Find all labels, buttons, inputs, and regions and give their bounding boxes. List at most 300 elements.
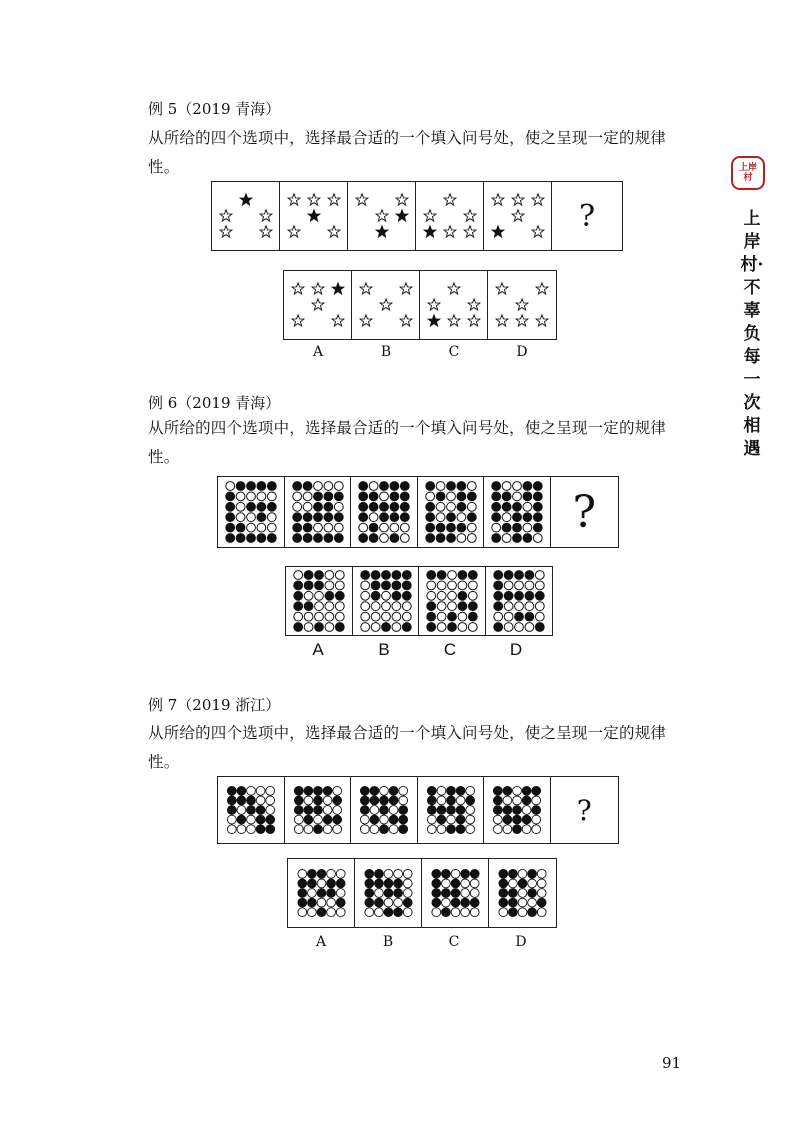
black-dot <box>493 571 502 580</box>
black-dot <box>369 492 378 501</box>
black-dot <box>380 796 389 805</box>
black-dot <box>257 502 266 511</box>
example6-stem-row <box>217 476 619 548</box>
white-dot <box>380 815 389 824</box>
white-dot <box>380 492 389 501</box>
black-dot <box>451 889 460 898</box>
white-dot <box>371 602 380 611</box>
black-dot <box>294 602 303 611</box>
hollow-star-icon <box>220 210 232 221</box>
white-dot <box>369 513 378 522</box>
white-dot <box>335 612 344 621</box>
black-dot <box>292 482 301 491</box>
white-dot <box>537 879 546 888</box>
white-dot <box>523 825 532 834</box>
example6-stem-cell <box>418 477 485 547</box>
hollow-star-icon <box>532 226 544 237</box>
hollow-star-icon <box>380 299 392 310</box>
white-dot <box>528 879 537 888</box>
white-dot <box>442 898 451 907</box>
white-dot <box>442 879 451 888</box>
white-dot <box>371 612 380 621</box>
white-dot <box>504 602 513 611</box>
hollow-star-icon <box>292 283 304 294</box>
black-dot <box>401 482 410 491</box>
white-dot <box>532 825 541 834</box>
black-dot <box>313 806 322 815</box>
white-dot <box>390 523 399 532</box>
black-dot <box>504 571 513 580</box>
black-dot <box>466 796 475 805</box>
white-dot <box>427 815 436 824</box>
black-dot <box>359 513 368 522</box>
black-dot <box>370 796 379 805</box>
white-dot <box>523 502 532 511</box>
black-dot <box>292 523 301 532</box>
black-dot <box>375 898 384 907</box>
white-dot <box>292 492 301 501</box>
black-dot <box>403 898 412 907</box>
white-dot <box>461 889 470 898</box>
white-dot <box>257 523 266 532</box>
question-mark-cell <box>551 477 618 547</box>
white-dot <box>446 815 455 824</box>
option-label-c: C <box>443 640 457 659</box>
dot-grid <box>489 859 556 927</box>
white-dot <box>371 623 380 632</box>
black-dot <box>384 908 393 917</box>
white-dot <box>466 825 475 834</box>
hollow-star-icon <box>444 226 456 237</box>
black-dot <box>446 482 455 491</box>
black-dot <box>525 612 534 621</box>
black-dot <box>494 806 503 815</box>
hollow-star-icon <box>516 299 528 310</box>
black-dot <box>499 898 508 907</box>
black-dot <box>292 534 301 543</box>
black-dot <box>361 786 370 795</box>
hollow-star-icon <box>464 226 476 237</box>
black-dot <box>308 898 317 907</box>
white-dot <box>525 623 534 632</box>
black-dot <box>371 581 380 590</box>
example7-stem-cell <box>218 777 285 843</box>
black-dot <box>384 889 393 898</box>
star-figure <box>348 182 416 250</box>
black-dot <box>432 889 441 898</box>
white-dot <box>315 591 324 600</box>
black-dot <box>381 581 390 590</box>
white-dot <box>427 591 436 600</box>
black-dot <box>380 806 389 815</box>
white-dot <box>437 623 446 632</box>
black-dot <box>457 502 466 511</box>
option-label-c: C <box>448 934 460 950</box>
black-dot <box>390 534 399 543</box>
hollow-star-icon <box>512 210 524 221</box>
black-dot <box>381 571 390 580</box>
black-dot <box>324 502 333 511</box>
example6-option-cell <box>286 567 353 635</box>
white-dot <box>525 581 534 590</box>
black-dot <box>456 825 465 834</box>
white-dot <box>437 602 446 611</box>
black-dot <box>365 889 374 898</box>
white-dot <box>236 492 245 501</box>
white-dot <box>332 786 341 795</box>
black-dot <box>446 825 455 834</box>
black-dot <box>375 879 384 888</box>
white-dot <box>292 502 301 511</box>
white-dot <box>247 523 256 532</box>
black-dot <box>513 825 522 834</box>
black-dot <box>456 806 465 815</box>
white-dot <box>426 492 435 501</box>
white-dot <box>389 806 398 815</box>
white-dot <box>266 806 275 815</box>
black-dot <box>380 502 389 511</box>
white-dot <box>457 534 466 543</box>
hollow-star-icon <box>448 315 460 326</box>
black-dot <box>528 889 537 898</box>
black-dot <box>399 806 408 815</box>
white-dot <box>534 534 543 543</box>
example7-question: 从所给的四个选项中，选择最合适的一个填入问号处，使之呈现一定的规律性。 <box>148 724 667 771</box>
white-dot <box>370 825 379 834</box>
filled-star-icon <box>396 210 408 221</box>
hollow-star-icon <box>220 226 232 237</box>
white-dot <box>360 623 369 632</box>
black-dot <box>361 796 370 805</box>
white-dot <box>256 786 265 795</box>
dot-grid <box>486 567 552 635</box>
black-dot <box>432 879 441 888</box>
white-dot <box>332 825 341 834</box>
example5-stem-cell <box>280 182 348 250</box>
white-dot <box>247 513 256 522</box>
example7-stem-row <box>217 776 619 844</box>
star-figure <box>416 182 484 250</box>
black-dot <box>504 591 513 600</box>
white-dot <box>323 825 332 834</box>
black-dot <box>380 825 389 834</box>
black-dot <box>492 534 501 543</box>
black-dot <box>513 523 522 532</box>
black-dot <box>448 612 457 621</box>
black-dot <box>371 591 380 600</box>
black-dot <box>456 815 465 824</box>
white-dot <box>518 889 527 898</box>
white-dot <box>381 612 390 621</box>
hollow-star-icon <box>496 283 508 294</box>
white-dot <box>365 908 374 917</box>
black-dot <box>442 908 451 917</box>
white-dot <box>325 581 334 590</box>
page-number: 91 <box>662 1054 682 1072</box>
black-dot <box>499 879 508 888</box>
white-dot <box>466 806 475 815</box>
black-dot <box>492 513 501 522</box>
white-dot <box>325 612 334 621</box>
white-dot <box>227 825 236 834</box>
white-dot <box>315 612 324 621</box>
example7-option-cell <box>288 859 355 927</box>
white-dot <box>381 591 390 600</box>
example7-stem-cell <box>484 777 551 843</box>
white-dot <box>535 602 544 611</box>
black-dot <box>518 879 527 888</box>
white-dot <box>514 602 523 611</box>
white-dot <box>458 623 467 632</box>
black-dot <box>427 623 436 632</box>
black-dot <box>294 581 303 590</box>
black-dot <box>513 513 522 522</box>
black-dot <box>303 523 312 532</box>
filled-star-icon <box>332 283 344 294</box>
option-label-a: A <box>312 640 324 659</box>
question-mark: ? <box>572 486 597 538</box>
hollow-star-icon <box>328 226 340 237</box>
black-dot <box>427 806 436 815</box>
black-dot <box>437 815 446 824</box>
black-dot <box>523 513 532 522</box>
white-dot <box>323 796 332 805</box>
white-dot <box>494 825 503 834</box>
side-slogan: 上岸村·不辜负每一次相遇 <box>740 209 764 459</box>
white-dot <box>437 581 446 590</box>
black-dot <box>256 806 265 815</box>
example5-question: 从所给的四个选项中，选择最合适的一个填入问号处，使之呈现一定的规律性。 <box>148 129 667 176</box>
star-figure <box>488 271 556 339</box>
black-dot <box>468 571 477 580</box>
white-dot <box>467 502 476 511</box>
white-dot <box>503 482 512 491</box>
white-dot <box>494 815 503 824</box>
white-dot <box>437 796 446 805</box>
black-dot <box>237 786 246 795</box>
hollow-star-icon <box>400 315 412 326</box>
black-dot <box>236 523 245 532</box>
black-dot <box>303 482 312 491</box>
black-dot <box>446 513 455 522</box>
white-dot <box>437 825 446 834</box>
black-dot <box>226 513 235 522</box>
white-dot <box>303 492 312 501</box>
white-dot <box>470 889 479 898</box>
white-dot <box>403 879 412 888</box>
dot-grid <box>355 859 422 927</box>
white-dot <box>266 796 275 805</box>
black-dot <box>458 602 467 611</box>
option-label-d: D <box>516 344 528 360</box>
hollow-star-icon <box>260 226 272 237</box>
black-dot <box>503 502 512 511</box>
dot-grid <box>351 477 417 547</box>
black-dot <box>313 534 322 543</box>
white-dot <box>369 482 378 491</box>
example5-title: 例 5（2019 青海） <box>148 100 281 118</box>
black-dot <box>247 796 256 805</box>
white-dot <box>537 889 546 898</box>
white-dot <box>226 482 235 491</box>
black-dot <box>226 502 235 511</box>
black-dot <box>390 482 399 491</box>
white-dot <box>336 869 345 878</box>
black-dot <box>294 623 303 632</box>
question-mark-cell <box>551 777 618 843</box>
black-dot <box>468 612 477 621</box>
white-dot <box>336 889 345 898</box>
black-dot <box>401 492 410 501</box>
dot-grid <box>422 859 489 927</box>
black-dot <box>332 796 341 805</box>
white-dot <box>403 869 412 878</box>
white-dot <box>325 623 334 632</box>
black-dot <box>457 492 466 501</box>
black-dot <box>457 523 466 532</box>
white-dot <box>336 908 345 917</box>
option-label-b: B <box>378 640 390 659</box>
white-dot <box>523 806 532 815</box>
white-dot <box>528 898 537 907</box>
white-dot <box>513 482 522 491</box>
black-dot <box>514 612 523 621</box>
white-dot <box>256 796 265 805</box>
black-dot <box>389 815 398 824</box>
example6-question: 从所给的四个选项中，选择最合适的一个填入问号处，使之呈现一定的规律性。 <box>148 419 667 466</box>
black-dot <box>317 889 326 898</box>
question-mark: ? <box>576 793 592 827</box>
black-dot <box>359 492 368 501</box>
black-dot <box>494 786 503 795</box>
option-label-b: B <box>382 934 394 950</box>
black-dot <box>392 591 401 600</box>
black-dot <box>492 492 501 501</box>
black-dot <box>313 513 322 522</box>
black-dot <box>294 591 303 600</box>
black-dot <box>334 534 343 543</box>
black-dot <box>461 898 470 907</box>
white-dot <box>437 786 446 795</box>
black-dot <box>226 523 235 532</box>
black-dot <box>492 502 501 511</box>
white-dot <box>458 581 467 590</box>
black-dot <box>332 815 341 824</box>
black-dot <box>523 815 532 824</box>
black-dot <box>467 513 476 522</box>
white-dot <box>304 825 313 834</box>
hollow-star-icon <box>536 283 548 294</box>
hollow-star-icon <box>288 194 300 205</box>
black-dot <box>304 786 313 795</box>
example6-option-cell <box>486 567 553 635</box>
black-dot <box>313 502 322 511</box>
black-dot <box>537 898 546 907</box>
white-dot <box>361 815 370 824</box>
black-dot <box>523 796 532 805</box>
white-dot <box>436 513 445 522</box>
dot-grid <box>285 777 351 843</box>
black-dot <box>317 908 326 917</box>
example5-option-cell <box>352 271 420 339</box>
white-dot <box>503 796 512 805</box>
star-figure <box>212 182 280 250</box>
example6-stem-cell <box>285 477 352 547</box>
black-dot <box>457 482 466 491</box>
black-dot <box>427 796 436 805</box>
white-dot <box>403 908 412 917</box>
black-dot <box>509 869 518 878</box>
white-dot <box>448 602 457 611</box>
black-dot <box>247 806 256 815</box>
white-dot <box>427 581 436 590</box>
white-dot <box>532 796 541 805</box>
black-dot <box>303 534 312 543</box>
black-dot <box>402 591 411 600</box>
black-dot <box>436 492 445 501</box>
white-dot <box>247 825 256 834</box>
white-dot <box>360 602 369 611</box>
black-dot <box>470 898 479 907</box>
white-dot <box>537 869 546 878</box>
black-dot <box>313 796 322 805</box>
black-dot <box>294 796 303 805</box>
white-dot <box>294 571 303 580</box>
black-dot <box>470 869 479 878</box>
white-dot <box>503 825 512 834</box>
black-dot <box>534 513 543 522</box>
black-dot <box>375 869 384 878</box>
hollow-star-icon <box>396 194 408 205</box>
example5-stem-cell <box>484 182 552 250</box>
example6-option-cell <box>353 567 420 635</box>
black-dot <box>399 815 408 824</box>
white-dot <box>394 869 403 878</box>
black-dot <box>394 908 403 917</box>
black-dot <box>499 869 508 878</box>
hollow-star-icon <box>260 210 272 221</box>
hollow-star-icon <box>468 299 480 310</box>
white-dot <box>514 623 523 632</box>
black-dot <box>401 502 410 511</box>
dot-grid <box>351 777 417 843</box>
white-dot <box>304 796 313 805</box>
black-dot <box>532 806 541 815</box>
black-dot <box>426 513 435 522</box>
black-dot <box>402 623 411 632</box>
black-dot <box>303 513 312 522</box>
hollow-star-icon <box>360 283 372 294</box>
white-dot <box>389 825 398 834</box>
white-dot <box>267 513 276 522</box>
black-dot <box>534 523 543 532</box>
black-dot <box>389 796 398 805</box>
option-label-a: A <box>315 934 327 950</box>
white-dot <box>380 523 389 532</box>
black-dot <box>535 591 544 600</box>
white-dot <box>266 786 275 795</box>
hollow-star-icon <box>288 226 300 237</box>
example5-stem-cell <box>212 182 280 250</box>
white-dot <box>432 908 441 917</box>
black-dot <box>313 492 322 501</box>
white-dot <box>308 889 317 898</box>
hollow-star-icon <box>512 194 524 205</box>
white-dot <box>458 612 467 621</box>
white-dot <box>448 581 457 590</box>
black-dot <box>365 869 374 878</box>
black-dot <box>267 502 276 511</box>
